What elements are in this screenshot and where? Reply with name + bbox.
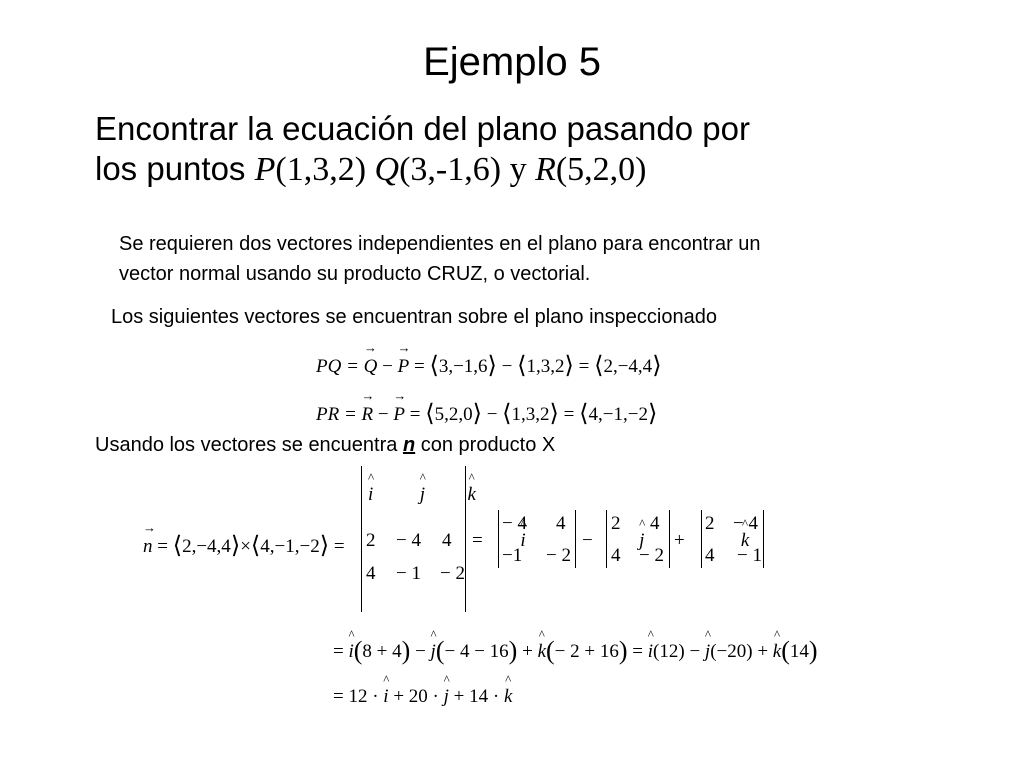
minor3-right-bar	[763, 510, 764, 568]
expansion-minus: −	[582, 530, 593, 551]
minor1-right-bar	[575, 510, 576, 568]
angle-open: ⟨	[172, 533, 183, 559]
paren-open: (	[435, 636, 445, 665]
paren-open: (	[546, 636, 555, 665]
paren-close: )	[401, 636, 411, 665]
paren-close: )	[618, 636, 628, 665]
cross-vector-u: 2,−4,4	[182, 536, 231, 557]
problem-statement-line-2	[95, 150, 647, 189]
minor1-left-bar	[498, 510, 499, 568]
result1-value-k: 14	[789, 641, 809, 662]
minor3-left-bar	[701, 510, 702, 568]
cross-intro-suffix: con producto X	[415, 434, 556, 456]
result1-term-k: − 2 + 16	[554, 641, 619, 662]
point-q-label: Q	[374, 151, 400, 188]
minor2-a: 2	[611, 513, 621, 534]
unit-i-hat: ^ i	[648, 641, 653, 663]
minor3-c: 4	[705, 545, 715, 566]
angle-close: ⟩	[647, 401, 658, 427]
point-r-coords: (5,2,0)	[555, 151, 647, 188]
angle-close: ⟩	[564, 353, 574, 379]
result1-plus-2: +	[752, 641, 773, 662]
angle-close: ⟩	[472, 401, 482, 427]
result1-value-j: (−20)	[710, 641, 753, 662]
minor1-a: − 4	[502, 513, 527, 534]
unit-j-hat: ^ j	[639, 530, 644, 552]
equation-pq	[316, 350, 662, 379]
angle-close: ⟩	[487, 353, 497, 379]
point-r-label: R	[535, 151, 556, 188]
result2-eq: =	[333, 686, 349, 707]
angle-close: ⟩	[652, 353, 662, 379]
result1-term-j: − 4 − 16	[444, 641, 509, 662]
paren-open: (	[781, 636, 790, 665]
angle-open: ⟨	[594, 353, 604, 379]
unit-k-hat: ^ k	[467, 484, 475, 506]
angle-close: ⟩	[230, 533, 241, 559]
result1-minus-2: −	[684, 641, 705, 662]
minor2-right-bar	[669, 510, 670, 568]
eq-pq-eq: =	[409, 356, 430, 377]
problem-statement-line-1: Encontrar la ecuación del plano pasando por	[95, 110, 750, 147]
eq-pr-vector-a: 5,2,0	[434, 404, 473, 425]
minor2-left-bar	[606, 510, 607, 568]
cross-eq-2: =	[329, 536, 345, 557]
angle-open: ⟨	[579, 401, 589, 427]
result2-coef-k: + 14 ·	[448, 686, 504, 707]
angle-open: ⟨	[517, 353, 527, 379]
minor3-a: 2	[705, 513, 715, 534]
eq-pr-lhs: PR =	[316, 404, 362, 425]
determinant-left-bar	[361, 466, 362, 612]
expansion-eq: =	[472, 530, 483, 551]
angle-open: ⟨	[250, 533, 261, 559]
minor2-c: 4	[611, 545, 621, 566]
minor1-b: 4	[556, 513, 566, 534]
unit-j-hat: ^ j	[431, 641, 436, 663]
points-prefix: los puntos	[95, 150, 255, 187]
eq-pr-eq-2: =	[558, 404, 580, 425]
normal-n-label: n	[402, 434, 416, 456]
angle-open: ⟨	[429, 353, 439, 379]
minor2-b: 4	[650, 513, 660, 534]
det-row2-col1: 2	[366, 530, 376, 551]
result-line-2	[333, 686, 512, 708]
eq-pq-vector-b: 1,3,2	[526, 356, 565, 377]
determinant-right-bar	[465, 466, 466, 612]
eq-pr-eq: =	[404, 404, 426, 425]
vector-p: → P	[393, 404, 405, 426]
minor2-d: − 2	[639, 545, 664, 566]
result2-coef-i: 12 ·	[348, 686, 384, 707]
unit-k-hat: ^ k	[773, 641, 781, 663]
unit-k-hat: ^ k	[741, 530, 749, 552]
unit-j-hat: ^ j	[705, 641, 710, 663]
eq-pq-minus-2: −	[496, 356, 518, 377]
angle-close: ⟩	[319, 533, 330, 559]
unit-j-hat: ^ j	[420, 484, 425, 506]
cross-eq: =	[152, 536, 173, 557]
point-p-label: P	[254, 151, 276, 188]
slide-title: Ejemplo 5	[423, 40, 601, 84]
unit-i-hat: ^ i	[368, 484, 373, 506]
minor3-d: − 1	[737, 545, 762, 566]
eq-pr-minus: −	[373, 404, 394, 425]
cross-product-intro	[95, 434, 555, 457]
eq-pq-minus: −	[377, 356, 398, 377]
det-row2-col2: − 4	[396, 530, 421, 551]
point-p-coords: (1,3,2)	[275, 151, 375, 188]
result1-eq-2: =	[627, 641, 648, 662]
unit-k-hat: ^ k	[504, 686, 512, 708]
expansion-plus: +	[674, 530, 685, 551]
point-q-coords: (3,-1,6) y	[399, 151, 536, 188]
explanation-line-2: vector normal usando su producto CRUZ, o vectorial.	[119, 263, 591, 285]
unit-i-hat: ^ i	[348, 641, 353, 663]
cross-vector-v: 4,−1,−2	[260, 536, 320, 557]
minor1-c: −1	[502, 545, 523, 566]
vector-r: → R	[362, 404, 374, 426]
result1-term-i: 8 + 4	[362, 641, 402, 662]
vectors-intro-text: Los siguientes vectores se encuentran sobre el plano inspeccionado	[111, 306, 717, 328]
result1-minus: −	[410, 641, 431, 662]
vector-q: → Q	[364, 356, 378, 378]
unit-i-hat: ^ i	[520, 530, 525, 552]
minor3-b: − 4	[733, 513, 758, 534]
eq-pr-minus-2: −	[481, 404, 503, 425]
eq-pq-vector-a: 3,−1,6	[438, 356, 488, 377]
result1-plus: +	[517, 641, 538, 662]
equation-pr	[316, 398, 657, 427]
cross-intro-prefix: Usando los vectores se encuentra	[95, 434, 403, 456]
paren-close: )	[508, 636, 518, 665]
result2-coef-j: + 20 ·	[388, 686, 444, 707]
det-row3-col1: 4	[366, 563, 376, 584]
result1-eq: =	[333, 641, 349, 662]
cross-product-lhs	[143, 530, 345, 559]
vector-p: → P	[398, 356, 410, 378]
result-line-1	[333, 634, 818, 664]
eq-pq-lhs: PQ =	[316, 356, 364, 377]
angle-open: ⟨	[425, 401, 435, 427]
eq-pr-vector-c: 4,−1,−2	[588, 404, 648, 425]
explanation-line-1: Se requieren dos vectores independientes en el plano para encontrar un	[119, 233, 761, 255]
times-symbol: ×	[240, 536, 251, 557]
eq-pq-vector-c: 2,−4,4	[603, 356, 653, 377]
paren-open: (	[353, 636, 363, 665]
normal-vector-n: → n	[143, 536, 153, 558]
eq-pr-vector-b: 1,3,2	[511, 404, 550, 425]
det-row3-col2: − 1	[396, 563, 421, 584]
angle-open: ⟨	[502, 401, 512, 427]
angle-close: ⟩	[549, 401, 559, 427]
unit-k-hat: ^ k	[538, 641, 546, 663]
unit-j-hat: ^ j	[444, 686, 449, 708]
minor1-d: − 2	[546, 545, 571, 566]
paren-close: )	[808, 636, 818, 665]
eq-pq-eq-2: =	[573, 356, 595, 377]
det-row2-col3: 4	[442, 530, 452, 551]
det-row3-col3: − 2	[440, 563, 465, 584]
result1-value-i: (12)	[653, 641, 685, 662]
unit-i-hat: ^ i	[383, 686, 388, 708]
